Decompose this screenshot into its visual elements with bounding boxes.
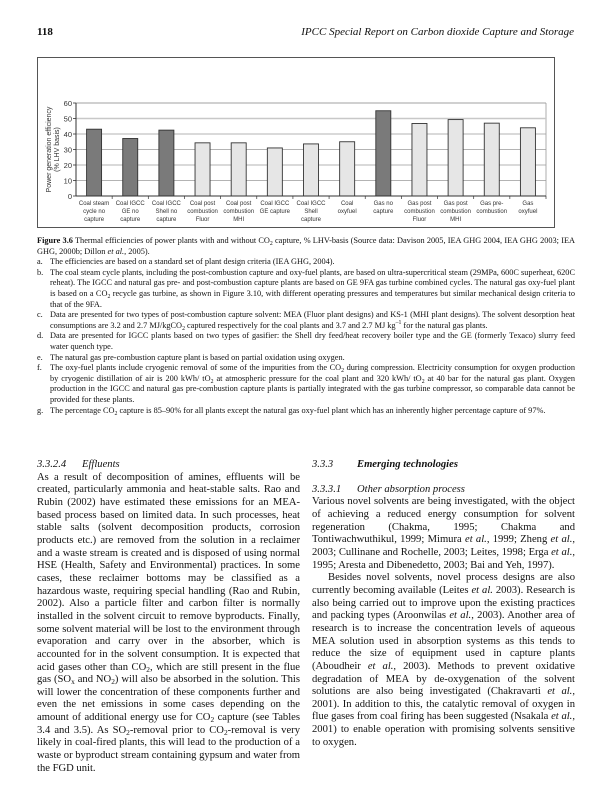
x-tick-label: oxyfuel — [518, 209, 538, 215]
figure-notes-list — [37, 257, 575, 416]
y-tick-label: 20 — [63, 161, 72, 170]
subsection-heading-other-absorption: 3.3.3.1 Other absorption process — [312, 483, 465, 495]
running-head — [37, 26, 574, 40]
x-tick-label: Gas pre- — [480, 201, 504, 207]
page-number: 118 — [37, 26, 53, 38]
x-tick-label: Coal post — [189, 201, 216, 207]
x-tick-label: combustion — [440, 209, 471, 215]
y-tick-label: 60 — [63, 99, 72, 108]
bar-6 — [267, 148, 282, 196]
x-tick-label: combustion — [223, 209, 255, 215]
x-tick-label: Gas post — [407, 201, 432, 207]
x-tick-label: combustion — [476, 209, 508, 215]
note-letter: c. — [37, 310, 43, 320]
x-tick-label: capture — [156, 217, 177, 223]
x-tick-label: capture — [300, 217, 322, 223]
x-tick-label: oxyfuel — [337, 209, 357, 215]
x-tick-label: Coal steam — [78, 201, 110, 207]
x-tick-label: Fluor — [195, 217, 210, 223]
x-tick-label: capture — [120, 217, 141, 223]
y-tick-label: 30 — [63, 145, 72, 155]
bar-1 — [87, 129, 102, 196]
bar-13 — [520, 128, 535, 196]
x-tick-label: Gas no — [373, 201, 393, 207]
figure-note: a. The efficiencies are based on a standard set of plant design criteria (IEA GHG, 2004). — [37, 257, 335, 267]
y-axis-label-line: Power generation efficiency — [46, 106, 53, 193]
figure-3-6-chart-frame — [37, 57, 555, 228]
x-tick-label: Coal post — [226, 201, 252, 207]
x-tick-label: capture — [84, 217, 105, 223]
section-heading-emerging-technologies: 3.3.3 Emerging technologies — [312, 459, 458, 470]
note-letter: b. — [37, 267, 44, 277]
figure-note: e. The natural gas pre-combustion capture plant is based on partial oxidation using oxygen. — [37, 352, 345, 362]
note-letter: a. — [37, 257, 43, 267]
right-column — [312, 459, 575, 749]
note-letter: f. — [37, 363, 42, 373]
left-column — [37, 459, 300, 775]
y-axis-label-line: (% LHV basis) — [54, 127, 61, 172]
x-tick-label: Gas post — [443, 201, 468, 207]
x-tick-label: MHI — [450, 217, 462, 223]
caption-text: Figure 3.6 Thermal efficiencies of power plants with and without $CO_2$ capture, % LHV-basis (Source data: Davison 2005, IEA GHG 2004, IEA GHG 2003; IEA GHG, 2000b; Dillon et al., 2005). — [37, 236, 576, 256]
novel-process-paragraph: Besides novel solvents, novel process designs are also currently becoming available (Leites et al. 2003). Research is also being carried out to improve upon the existing practices and packing types (Aroonwilas et al., 2003). Another area of research is to increase the concentration levels of aqueous MEA solution used in absorption systems as this tends to reduce the size of equipment used in capture plants (Aboudheir et al., 2003). Methods to prevent oxidative degradation of MEA by de-oxygenation of the solvent solutions are also being investigated (Chakravarti et al., 2001). In addition to this, the catalytic removal of oxygen in flue gases from coal firing has been suggested (Nsakala et al., 2001) to enable operation with promising solvents sensitive to oxygen. — [312, 572, 576, 748]
bar-9 — [376, 111, 391, 196]
x-tick-label: Shell no — [155, 209, 178, 215]
note-letter: g. — [37, 405, 44, 415]
figure-note: f. The oxy-fuel plants include cryogenic removal of some of the impurities from the $CO_2$ during compression. Electricity consumption for oxygen production by cryogenic distillation of air is 200 kWh/ $tO_2$ at atmospheric pressure for the coal plant and 320 kWh/ $tO_2$ at 40 bar for the natural gas plant. Oxygen production in the IGCC and natural gas pre-combustion capture plants is partially integrated with the gas turbine compressor, so comparable data cannot be provided for these plants. — [37, 363, 575, 404]
x-tick-label: Gas — [522, 201, 534, 207]
figure-label: Figure 3.6 — [37, 236, 73, 245]
figure-note: c. Data are presented for two types of post-combustion capture solvent: MEA (Fluor plant designs) and KS-1 (MHI plant designs). The solvent desorption heat consumptions are 3.2 and 2.7 MJ/kgCO$_2$ captured respectively for the coal plants and 3.7 and 2.7 MJ $kg^{-1}$ for the natural gas plants. — [37, 310, 575, 332]
novel-solvents-paragraph: Various novel solvents are being investigated, with the object of achieving a reduced energy consumption for solvent regeneration (Chakma, 1995; Chakma and Tontiwachwuthikul, 1999; Mimura et al., 1999; Zheng et al., 2003; Cullinane and Rochelle, 2003; Leites, 1998; Erga et al., 1995; Aresta and Dibenedetto, 2003; Bai and Yeh, 1997). — [312, 496, 576, 571]
x-tick-label: Coal IGCC — [151, 201, 181, 207]
bar-12 — [484, 123, 499, 196]
y-tick-label: 10 — [63, 176, 72, 186]
note-letter: d. — [37, 331, 44, 341]
x-tick-label: combustion — [187, 209, 218, 215]
figure-note: d. Data are presented for IGCC plants based on two types of gasifier: the Shell dry feed/heat recovery boiler type and the GE (formerly Texaco) slurry feed water quench type. — [37, 331, 575, 351]
efficiency-bar-chart — [38, 58, 556, 229]
bar-8 — [340, 142, 355, 196]
figure-caption — [37, 236, 575, 416]
bar-11 — [448, 120, 463, 196]
x-tick-label: MHI — [233, 217, 245, 223]
y-tick-label: 40 — [63, 130, 72, 139]
section-heading-effluents: 3.3.2.4 Effluents — [37, 459, 120, 470]
x-tick-label: combustion — [404, 209, 435, 215]
x-tick-label: Coal IGCC — [115, 201, 145, 207]
x-tick-label: capture — [373, 209, 394, 215]
y-tick-label: 0 — [67, 192, 72, 201]
bar-7 — [304, 144, 319, 196]
bar-2 — [123, 138, 138, 196]
effluents-paragraph: As a result of decomposition of amines, effluents will be created, particularly ammonia and heat-stable salts. Rao and Rubin (2002) have estimated these emissions for an MEA-based process based on limited data. In such processes, heat stable salts (solvent decomposition products, corrosion products etc.) are removed from the solution in a reclaimer and a waste stream is created and is disposed of using normal HSE (Health, Safety and Environmental) practices. In some cases, these reclaimer bottoms may be classified as a hazardous waste, requiring special handling (Rao and Rubin, 2002). Also a particle filter and carbon filter is normally installed in the solvent circuit to remove byproducts. Finally, some solvent material will be lost to the environment through evaporation and carry over in the absorber, which is accounted for in the solvent consumption. It is expected that acid gases other than $CO_2$, which are still present in the flue gas ($SO_x$ and $NO_2$) will also be absorbed in the solution. This will lower the concentration of these components further and even the net emissions in some cases depending on the amount of additional energy use for $CO_2$ capture (see Tables 3.4 and 3.5). As $SO_2$-removal prior to $CO_2$-removal is very likely in coal-fired plants, this will lead to the production of a waste or byproduct stream containing gypsum and water from the FGD unit. — [37, 471, 301, 774]
x-tick-label: Coal — [340, 201, 354, 207]
note-letter: e. — [37, 352, 43, 362]
bar-5 — [231, 143, 246, 196]
figure-note: b. The coal steam cycle plants, including the post-combustion capture and oxy-fuel plants, are based on ultra-supercritical steam (29MPa, 600C superheat, 620C reheat). The IGCC and natural gas pre- and post-combustion capture plants are based on GE 9FA gas turbine combined cycles. The natural gas oxy-fuel plant is based on a $CO_2$ recycle gas turbine, as shown in Figure 3.10, with different operating pressures and temperatures but similar mechanical design criteria to that of the 9FA. — [37, 267, 575, 309]
report-title: IPCC Special Report on Carbon dioxide Capture and Storage — [301, 26, 574, 38]
bar-10 — [412, 123, 427, 196]
x-tick-label: GE no — [121, 209, 139, 215]
y-tick-label: 50 — [63, 114, 72, 124]
x-tick-label: Coal IGCC — [260, 201, 290, 207]
x-tick-label: cycle no — [83, 209, 106, 215]
x-tick-label: GE capture — [259, 209, 291, 215]
x-tick-label: Shell — [304, 209, 318, 215]
figure-note: g. The percentage $CO_2$ capture is 85–90% for all plants except the natural gas oxy-fuel plant which has an inherently higher percentage capture of 97%. — [37, 405, 546, 417]
bar-3 — [159, 130, 174, 196]
y-axis-label — [46, 106, 61, 192]
bar-4 — [195, 143, 210, 196]
x-tick-label: Fluor — [412, 217, 427, 223]
x-tick-label: Coal IGCC — [296, 201, 326, 207]
bars — [87, 111, 536, 196]
tick-labels — [46, 99, 537, 223]
